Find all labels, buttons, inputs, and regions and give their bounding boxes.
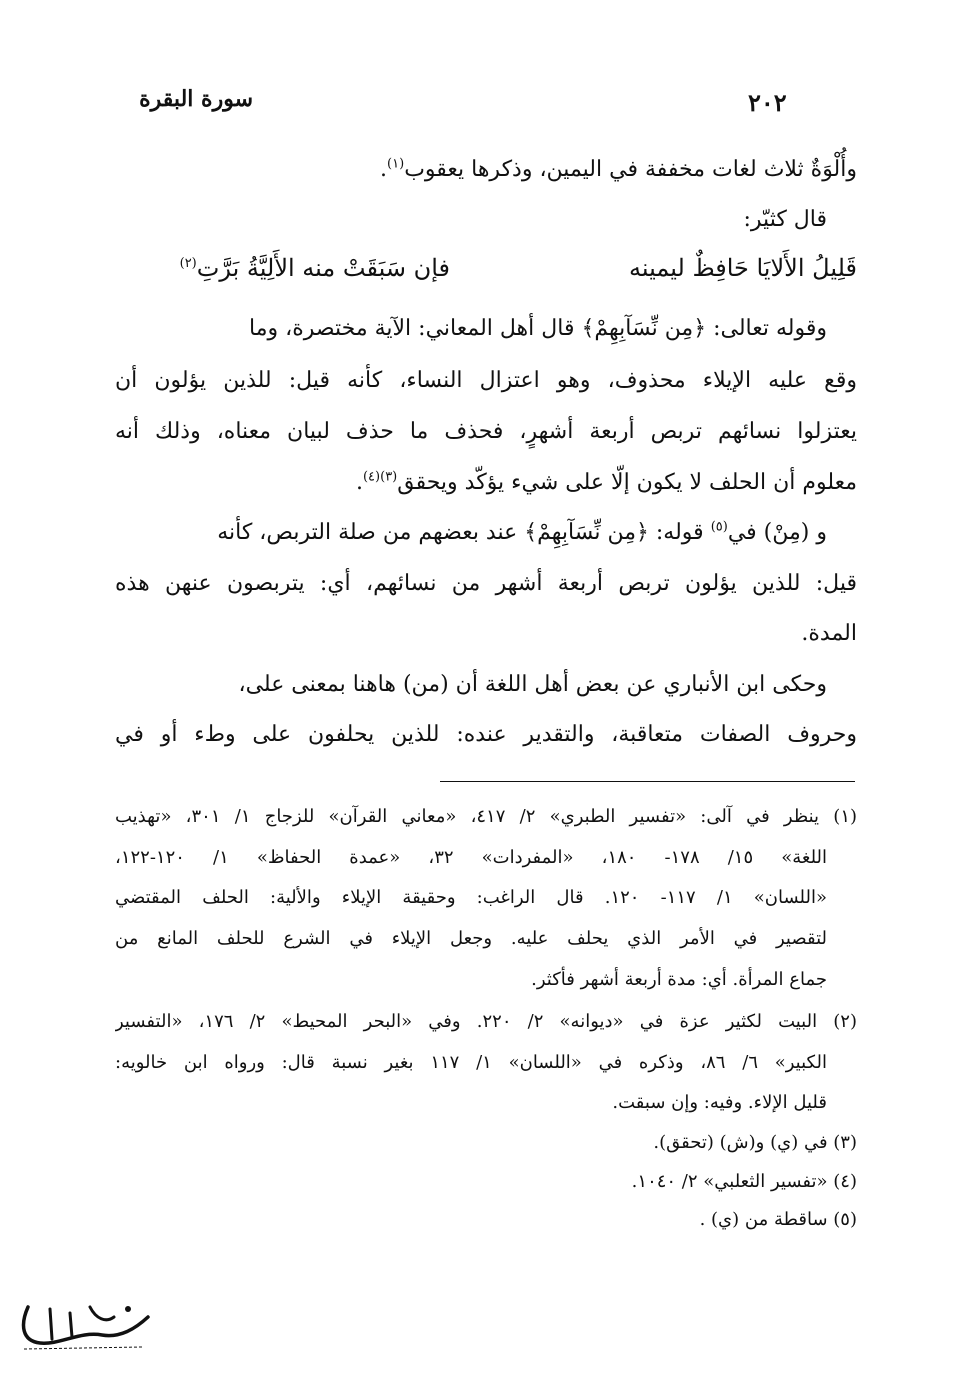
footnote-1-line-3: «اللسان» ١/ ١١٧- ١٢٠. قال الراغب: وحقيقة الإيلاء والألية: الحلف المقتضي xyxy=(115,887,827,908)
text-line-1: وأُلْوَةٌ ثلاث لغات مخففة في اليمين، وذكرها يعقوب$^{(١)}$. xyxy=(380,156,857,182)
text-line-5: وقع عليه الإيلاء محذوف، وهو اعتزال النساء، كأنه قيل: للذين يؤلون أن xyxy=(115,368,857,393)
footnote-3: (٣) في (ي) و(ش) (تحقق). xyxy=(653,1132,857,1153)
text-line-9: قيل: للذين يؤلون تربص أربعة أشهر من نسائهم، أي: يتربصون عنهن هذه xyxy=(115,571,857,596)
text-line-4: وقوله تعالى: ﴿مِن نِّسَآبِهِمْ﴾ قال أهل المعاني: الآية مختصرة، وما xyxy=(249,316,827,341)
text-line-12: وحروف الصفات متعاقبة، والتقدير عنده: للذين يحلفون على وطء أو في xyxy=(115,722,857,747)
footnote-ref-2[interactable]: (٢) xyxy=(179,256,197,271)
footnote-ref-1[interactable]: (١) xyxy=(387,156,405,172)
footnote-4: (٤) «تفسير الثعلبي» ٢/ ١٠٤٠. xyxy=(631,1171,857,1192)
footnote-ref-5[interactable]: (٥) xyxy=(710,519,728,535)
running-head-surah: سورة البقرة xyxy=(139,86,253,112)
footnote-ref-3-4[interactable]: (٣)(٤) xyxy=(362,469,398,485)
text-line-8: و (مِنْ) في$^{(٥)}$ قوله: ﴿مِن نِّسَآبِهِمْ﴾ عند بعضهم من صلة التربص، كأنه xyxy=(217,519,827,545)
footnote-1-line-2: اللغة» ١٥/ ١٧٨- ١٨٠، «المفردات» ٣٢، «عمدة الحفاظ» ١/ ١٢٠-١٢٢، xyxy=(115,847,827,868)
verse-hemistich-1: قَلِيلُ الأَلايَا حَافِظٌ ليمينه xyxy=(629,254,857,282)
footnote-separator xyxy=(440,781,855,782)
text-line-2: قال كثيّر: xyxy=(743,207,827,232)
footnote-2-line-2: الكبير» ٦/ ٨٦، وذكره في «اللسان» ١/ ١١٧ بغير نسبة قال: ورواه ابن خالويه: xyxy=(115,1052,827,1073)
footnote-1-line-4: لتقصير في الأمر الذي يحلف عليه. وجعل الإيلاء في الشرع للحلف المانع من xyxy=(115,928,827,949)
footnote-1-line-5: جماع المرأة. أي: مدة أربعة أشهر فأكثر. xyxy=(531,969,827,990)
text-line-7: معلوم أن الحلف لا يكون إلّا على شيء يؤكّد ويحقق$^{(٣)(٤)}$. xyxy=(355,469,857,495)
verse-hemistich-2: فإن سَبَقَتْ منه الأَلِيَّةُ بَرَّتِ$^{(٢)}$ xyxy=(179,254,450,282)
page-number: ٢٠٢ xyxy=(748,88,787,117)
footnote-2-line-3: قليل الإلاء. وفيه: وإن سبقت. xyxy=(612,1092,827,1113)
text-line-10: المدة. xyxy=(801,621,857,646)
publisher-logo xyxy=(10,1295,160,1355)
footnote-5: (٥) ساقطة من (ي) . xyxy=(699,1209,857,1230)
footnote-2-line-1: (٢) البيت لكثير عزة في «ديوانه» ٢/ ٢٢٠. وفي «البحر المحيط» ٢/ ١٧٦، «التفسير xyxy=(115,1011,857,1032)
text-line-11: وحكى ابن الأنباري عن بعض أهل اللغة أن (من) هاهنا بمعنى على، xyxy=(238,672,827,697)
text-line-6: يعتزلوا نسائهم تربص أربعة أشهرٍ، فحذف ما حذف لبيان معناه، وذلك أنه xyxy=(115,419,857,444)
footnote-1-line-1: (١) ينظر في آلى: «تفسير الطبري» ٢/ ٤١٧، «معاني القرآن» للزجاج ١/ ٣٠١، «تهذيب xyxy=(115,806,857,827)
